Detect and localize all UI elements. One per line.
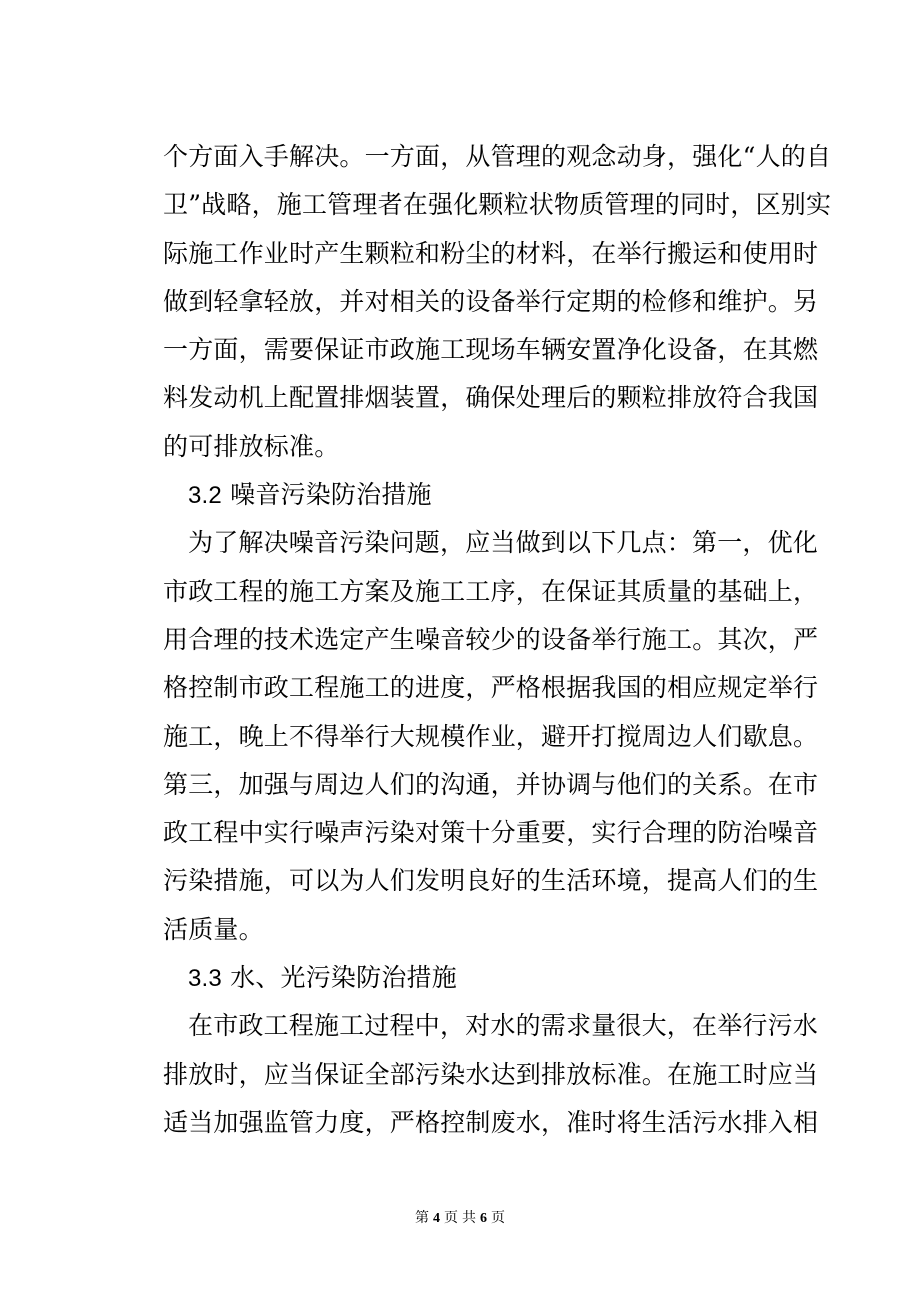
text-line [163,664,819,712]
line-text: 市政工程的施工方案及施工工序，在保证其质量的基础上， [163,576,819,606]
footer-total-prefix: 共 [462,1210,476,1226]
line-text: 污染措施，可以为人们发明良好的生活环境，提高人们的生 [163,866,819,896]
footer-prefix: 第 [415,1210,429,1226]
line-text: 个方面入手解决。一方面，从管理的观念动身，强化“人的自 [163,142,832,171]
footer-suffix: 页 [491,1210,505,1226]
line-text: 适当加强监管力度，严格控制废水，准时将生活污水排入相 [163,1107,819,1137]
line-text: 排放时，应当保证全部污染水达到排放标准。在施工时应当 [163,1059,819,1089]
section-heading [163,954,773,1002]
line-text: 施工，晚上不得举行大规模作业，避开打搅周边人们歇息。 [163,721,819,751]
text-line [163,568,819,616]
text-line [163,326,819,374]
line-text: 政工程中实行噪声污染对策十分重要，实行合理的防治噪音 [163,818,819,848]
text-line [163,230,819,278]
text-line [163,519,819,567]
line-text: 为了解决噪音污染问题，应当做到以下几点：第一，优化 [188,528,819,558]
line-text: 一方面，需要保证市政施工现场车辆安置净化设备，在其燃 [163,335,819,365]
text-line [163,809,819,857]
line-text: 用合理的技术选定产生噪音较少的设备举行施工。其次，严 [163,624,819,654]
text-line [163,616,819,664]
body-text [163,133,832,1147]
text-line [163,374,819,422]
line-text: 格控制市政工程施工的进度，严格根据我国的相应规定举行 [163,673,819,703]
line-text: 卫”战略，施工管理者在强化颗粒状物质管理的同时，区别实 [163,190,832,220]
footer-current-page: 4 [433,1211,440,1226]
line-text: 做到轻拿轻放，并对相关的设备举行定期的检修和维护。另 [163,286,819,316]
text-line [163,1099,819,1147]
section-number: 3.2 [188,482,222,510]
text-line [163,278,819,326]
text-line [163,906,773,954]
text-line [163,761,819,809]
line-text: 的可排放标准。 [163,431,340,461]
section-heading [163,471,773,519]
line-text: 活质量。 [163,914,264,944]
page-footer [0,1208,920,1229]
text-line [163,181,832,229]
section-number: 3.3 [188,965,222,993]
section-title: 水、光污染防治措施 [221,963,457,993]
line-text: 在市政工程施工过程中，对水的需求量很大，在举行污水 [188,1011,819,1041]
text-line [163,423,773,471]
text-line [163,133,832,181]
text-line [163,857,819,905]
line-text: 第三，加强与周边人们的沟通，并协调与他们的关系。在市 [163,769,819,799]
text-line [163,1051,819,1099]
footer-total-pages: 6 [480,1211,487,1226]
text-line [163,713,819,761]
section-title: 噪音污染防治措施 [221,480,432,510]
line-text: 际施工作业时产生颗粒和粉尘的材料，在举行搬运和使用时 [163,238,819,268]
footer-page-word: 页 [444,1210,458,1226]
text-line [163,1002,819,1050]
line-text: 料发动机上配置排烟装置，确保处理后的颗粒排放符合我国 [163,383,819,413]
